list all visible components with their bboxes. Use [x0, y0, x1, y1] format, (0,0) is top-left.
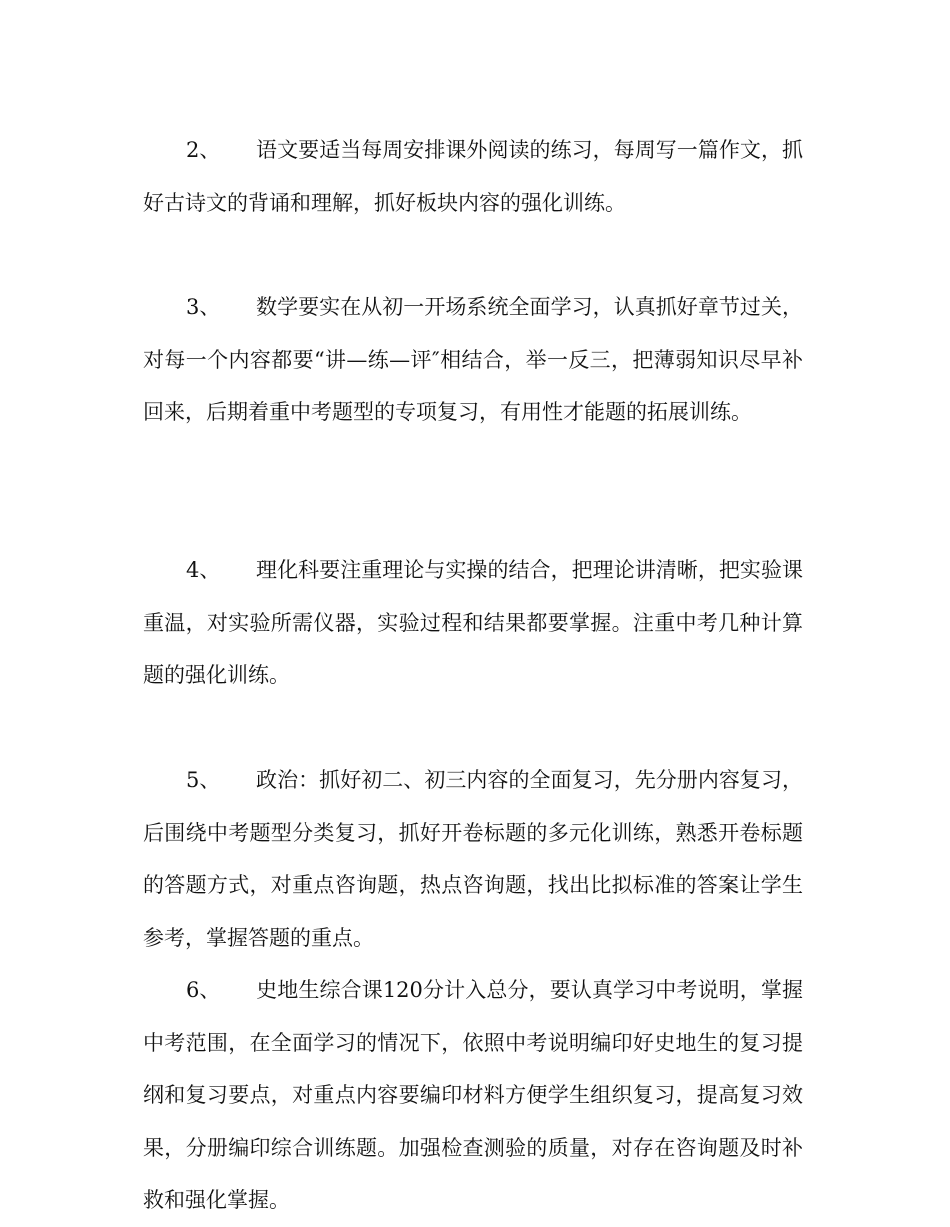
- item-text: 数学要实在从初一开场系统全面学习，认真抓好章节过关，对每一个内容都要“讲—练—评″相结合，举一反三，把薄弱知识尽早补回来，后期着重中考题型的专项复习，有用性才能题的拓展训练。: [143, 295, 803, 424]
- item-text: 史地生综合课120分计入总分，要认真学习中考说明，掌握中考范围，在全面学习的情况下，依照中考说明编印好史地生的复习提纲和复习要点，对重点内容要编印材料方便学生组织复习，提高复习效果，分册编印综合训练题。加强检查测验的质量，对存在咨询题及时补救和强化掌握。: [143, 978, 803, 1212]
- list-item: [143, 281, 803, 439]
- item-number: 2、: [186, 138, 221, 162]
- list-item: [143, 754, 803, 964]
- item-number: 4、: [186, 558, 221, 582]
- item-number: 5、: [186, 768, 221, 792]
- item-number: 3、: [186, 295, 221, 319]
- item-number: 6、: [186, 978, 221, 1002]
- item-text: 理化科要注重理论与实操的结合，把理论讲清晰，把实验课重温，对实验所需仪器，实验过程和结果都要掌握。注重中考几种计算题的强化训练。: [143, 558, 803, 687]
- list-item: [143, 964, 803, 1227]
- list-item: [143, 124, 803, 229]
- list-item: [143, 544, 803, 702]
- item-text: 语文要适当每周安排课外阅读的练习，每周写一篇作文，抓好古诗文的背诵和理解，抓好板块内容的强化训练。: [143, 138, 803, 215]
- item-text: 政治：抓好初二、初三内容的全面复习，先分册内容复习，后围绕中考题型分类复习，抓好开卷标题的多元化训练，熟悉开卷标题的答题方式，对重点咨询题，热点咨询题，找出比拟标准的答案让学生参考，掌握答题的重点。: [143, 768, 803, 950]
